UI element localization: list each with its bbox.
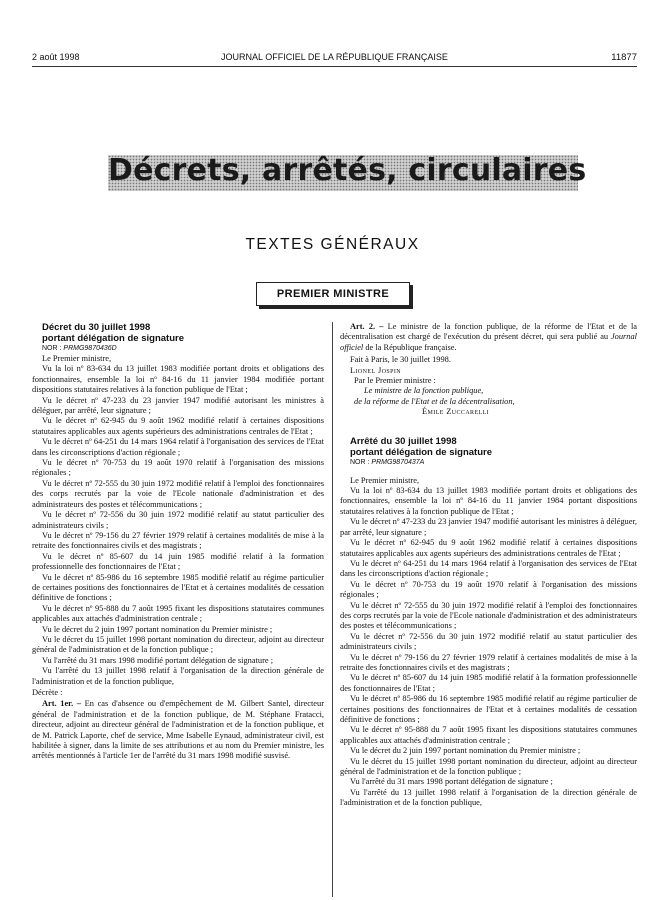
decree-subtitle: portant délégation de signature: [42, 333, 184, 344]
arrete-nor-label: NOR :: [350, 458, 370, 466]
decree-paragraph: Vu le décret nº 85-986 du 16 septembre 1985 modifié relatif au régime particulier de certaines positions des fonctionnaires de l'Etat et à certaines modalités de cessation définitive de fonctions ;: [32, 572, 324, 603]
arrete-paragraph: Vu l'arrêté du 31 mars 1998 portant délégation de signature ;: [350, 777, 553, 787]
decree-article-1-label: Art. 1er. –: [42, 699, 82, 709]
header-journal-title: JOURNAL OFFICIEL DE LA RÉPUBLIQUE FRANÇAISE: [221, 52, 448, 62]
header-rule: [32, 66, 637, 67]
arrete-paragraph: Le Premier ministre,: [350, 475, 420, 485]
decree-paragraph: Vu le décret du 15 juillet 1998 portant nomination du directeur, adjoint au directeur général de l'administration et de la fonction publique ;: [32, 634, 324, 655]
decree-paragraph: Vu l'arrêté du 31 mars 1998 modifié portant délégation de signature ;: [42, 655, 274, 665]
decree-paragraph: Le Premier ministre,: [42, 354, 112, 363]
decree-article-2-label: Art. 2. –: [350, 322, 384, 331]
decree-minister-title-2: de la réforme de l'Etat et de la décentralisation,: [354, 396, 515, 406]
decree-done-at: Fait à Paris, le 30 juillet 1998.: [350, 355, 451, 365]
decree-article-1: [32, 699, 324, 761]
decree-paragraph: Vu la loi nº 83-634 du 13 juillet 1983 modifiée portant droits et obligations des fonctionnaires, ensemble la loi nº 84-16 du 11 janvier 1984 modifiée portant dispositions statutaires relatives à la fonction publique de l'Etat ;: [32, 364, 324, 395]
decree-paragraph: Vu l'arrêté du 13 juillet 1998 relatif à l'organisation de la direction générale de l'administration et de la fonction publique,: [32, 666, 324, 686]
arrete-paragraph: Vu le décret nº 72-556 du 30 juin 1972 modifié relatif au statut particulier des administrateurs civils ;: [340, 631, 637, 652]
arrete-paragraph: Vu la loi nº 83-634 du 13 juillet 1983 modifiée portant droits et obligations des fonctionnaires, ensemble la loi nº 84-16 du 11 janvier 1984 portant dispositions statutaires relatives à la fonction publique de l'Etat ;: [340, 486, 637, 516]
decree-paragraph: Vu le décret nº 95-888 du 7 août 1995 fixant les dispositions statutaires communes applicables aux attachés d'administration centrale ;: [32, 603, 324, 624]
arrete-paragraph: Vu le décret nº 70-753 du 19 août 1970 relatif à l'organisation des missions régionales ;: [340, 579, 637, 600]
decree-signatory: Lionel Jospin: [350, 365, 402, 375]
decree-minister-title-1: Le ministre de la fonction publique,: [364, 386, 484, 396]
decree-paragraph: Vu le décret nº 85-607 du 14 juin 1985 modifié relatif à la formation professionnelle des fonctionnaires de l'Etat ;: [32, 551, 324, 572]
arrete-nor: [340, 458, 637, 468]
ministry-box: PREMIER MINISTRE: [256, 282, 410, 306]
decree-decrete: Décrète :: [32, 688, 63, 697]
arrete-subtitle: portant délégation de signature: [350, 446, 492, 458]
decree-article-2-text: Le ministre de la fonction publique, de la réforme de l'Etat et de la décentralisation est chargé de l'exécution du présent décret, qui sera publié au: [340, 322, 637, 342]
right-column: [340, 322, 637, 809]
decree-article-2-text-end: de la République française.: [365, 342, 457, 352]
arrete-paragraph: Vu le décret nº 85-607 du 14 juin 1985 modifié relatif à la formation professionnelle des fonctionnaires de l'Etat ;: [340, 673, 637, 693]
arrete-paragraph: Vu le décret nº 95-888 du 7 août 1995 fixant les dispositions statutaires communes applicables aux attachés d'administration centrale ;: [340, 725, 637, 745]
decree-minister-name: Émile Zuccarelli: [422, 407, 490, 417]
banner-title: Décrets, arrêtés, circulaires: [108, 153, 587, 188]
left-column: [32, 322, 324, 762]
header-page-number: 11877: [611, 52, 637, 63]
arrete-paragraph: Vu le décret nº 62-945 du 9 août 1962 modifié relatif à certaines dispositions statutaires applicables aux agents supérieurs des administrations centrales de l'Etat ;: [340, 538, 637, 558]
decree-nor: [32, 344, 324, 354]
decree-par-le: Par le Premier ministre :: [354, 376, 436, 386]
arrete-paragraph: Vu le décret nº 47-233 du 23 janvier 1947 modifié autorisant les ministres à déléguer, par arrêté, leur signature ;: [340, 517, 637, 537]
arrete-paragraph: Vu le décret nº 79-156 du 27 février 1979 relatif à certaines modalités de mise à la retraite des fonctionnaires civils et des magistrats ;: [340, 652, 637, 672]
decree-paragraph: Vu le décret nº 79-156 du 27 février 1979 relatif à certaines modalités de mise à la retraite des fonctionnaires civils et des magistrats ;: [32, 530, 324, 551]
arrete-paragraph: Vu le décret nº 64-251 du 14 mars 1964 relatif à l'organisation des services de l'Etat dans les circonscriptions d'action régionale ;: [340, 558, 637, 579]
arrete-paragraph: Vu le décret du 2 juin 1997 portant nomination du Premier ministre ;: [350, 746, 581, 756]
page-header: [32, 52, 637, 63]
section-title: TEXTES GÉNÉRAUX: [245, 236, 420, 253]
arrete-paragraph: Vu le décret nº 85-986 du 16 septembre 1985 modifié relatif au régime particulier de certaines positions des fonctionnaires de l'Etat et à certaines modalités de cessation définitive de fonctions ;: [340, 694, 637, 724]
decree-article-2-journal: Journal officiel: [340, 332, 637, 352]
arrete-nor-code: PRMG9870437A: [371, 458, 425, 466]
decree-paragraph: Vu le décret nº 72-555 du 30 juin 1972 modifié relatif à l'emploi des fonctionnaires des corps recrutés par la voie de l'Ecole nationale d'administration et des administrateurs des postes et télécommunications ;: [32, 478, 324, 509]
decree-paragraph: Vu le décret nº 72-556 du 30 juin 1972 modifié relatif au statut particulier des administrateurs civils ;: [32, 510, 324, 530]
arrete-paragraph: Vu le décret du 15 juillet 1998 portant nomination du directeur, adjoint au directeur général de l'administration et de la fonction publique ;: [340, 756, 637, 777]
arrete-paragraph: Vu le décret nº 72-555 du 30 juin 1972 modifié relatif à l'emploi des fonctionnaires des corps recrutés par la voie de l'Ecole nationale d'administration et des administrateurs des postes et télécommunications ;: [340, 600, 637, 631]
decree-paragraph: Vu le décret nº 47-233 du 23 janvier 1947 modifié autorisant les ministres à déléguer, par arrêté, leur signature ;: [32, 395, 324, 416]
decree-title: Décret du 30 juillet 1998: [42, 322, 151, 333]
decree-paragraph: Vu le décret nº 64-251 du 14 mars 1964 relatif à l'organisation des services de l'Etat dans les circonscriptions d'action régionale ;: [32, 437, 324, 457]
decree-nor-code: PRMG9870436D: [63, 345, 117, 352]
header-date: 2 août 1998: [32, 52, 80, 62]
arrete-paragraph: Vu l'arrêté du 13 juillet 1998 relatif à l'organisation de la direction générale de l'administration et de la fonction publique,: [340, 787, 637, 808]
decree-paragraph: Vu le décret nº 70-753 du 19 août 1970 relatif à l'organisation des missions régionales ;: [32, 458, 324, 478]
decree-article-1-text: En cas d'absence ou d'empêchement de M. Gilbert Santel, directeur général de l'administration et de la fonction publique, de M. Stéphane Fratacci, directeur, adjoint au directeur général de l'administration et de la fonction publique, et de M. Patrick Laporte, chef de service, Mme Isabelle Eynaud, administrateur civil, est habilitée à signer, dans la limite de ses attributions et au nom du Premier ministre, les arrêtés mentionnés à l'article 1er de l'arrêté du 31 mars 1998 modifié susvisé.: [32, 699, 324, 761]
decree-nor-label: NOR :: [42, 345, 62, 352]
arrete-title: Arrêté du 30 juillet 1998: [350, 435, 457, 447]
decree-paragraph: Vu le décret du 2 juin 1997 portant nomination du Premier ministre ;: [42, 624, 273, 634]
decree-article-2: [340, 322, 637, 353]
decree-paragraph: Vu le décret nº 62-945 du 9 août 1962 modifié relatif à certaines dispositions statutaires applicables aux agents supérieurs des administrations centrales de l'Etat ;: [32, 416, 324, 436]
column-divider: [332, 322, 333, 897]
